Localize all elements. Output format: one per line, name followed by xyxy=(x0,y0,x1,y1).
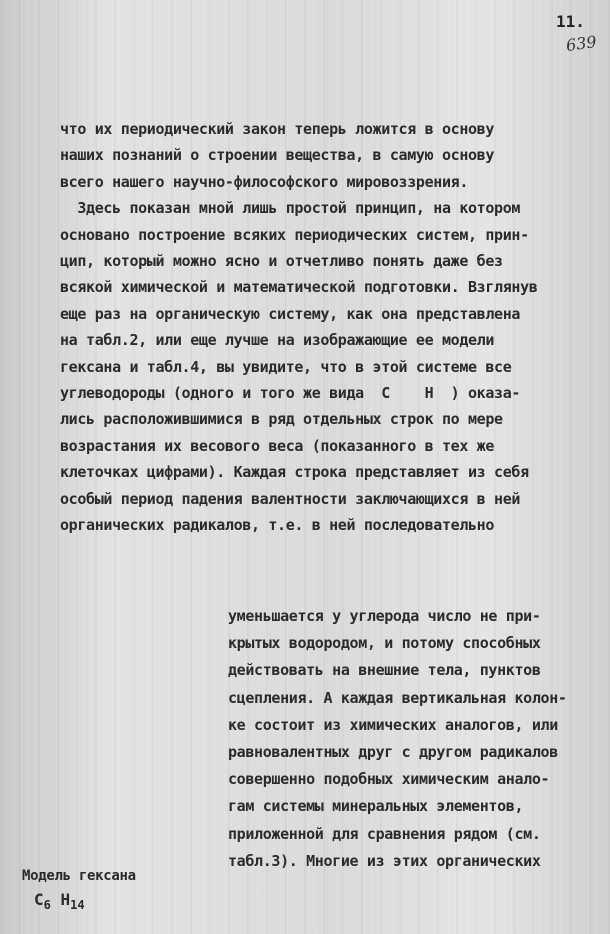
text-line: гам системы минеральных элементов, xyxy=(228,797,524,816)
text-line: органических радикалов, т.е. в ней последовательно xyxy=(60,516,495,535)
hexane-formula xyxy=(34,890,85,912)
text-line: всякой химической и математической подготовки. Взглянув xyxy=(60,278,538,297)
text-line: на табл.2, или еще лучше на изображающие ее модели xyxy=(60,331,495,350)
text-line: гексана и табл.4, вы увидите, что в этой системе все xyxy=(60,357,512,376)
page-number: 11. xyxy=(556,12,585,31)
formula-hydrogen-subscript: 14 xyxy=(70,898,85,913)
text-line: лись расположившимися в ряд отдельных строк по мере xyxy=(60,410,503,429)
figure-caption: Модель гексана xyxy=(22,868,136,884)
text-line: крытых водородом, и потому способных xyxy=(228,634,541,653)
text-line: ке состоит из химических аналогов, или xyxy=(228,715,558,734)
text-line: основано построение всяких периодических систем, прин- xyxy=(60,225,529,244)
text-line: уменьшается у углерода число не при- xyxy=(228,607,541,625)
text-line: Здесь показан мной лишь простой принцип, на котором xyxy=(60,199,521,218)
text-line: особый период падения валентности заключающихся в ней xyxy=(60,489,521,508)
text-line: клеточках цифрами). Каждая строка представляет из себя xyxy=(60,463,529,482)
text-line: возрастания их весового веса (показанного в тех же xyxy=(60,436,495,455)
text-line: еще раз на органическую систему, как она представлена xyxy=(60,304,521,323)
body-text xyxy=(60,116,590,539)
text-line: равновалентных друг с другом радикалов xyxy=(228,743,558,762)
archive-number: 639 xyxy=(564,31,598,56)
formula-hydrogen: H xyxy=(60,890,71,909)
text-line: действовать на внешние тела, пунктов xyxy=(228,661,541,680)
text-line: что их периодический закон теперь ложится в основу xyxy=(60,120,495,138)
formula-carbon-subscript: 6 xyxy=(43,898,51,913)
text-line: углеводороды (одного и того же вида C H ) оказа- xyxy=(60,384,521,403)
formula-carbon: C xyxy=(34,890,44,909)
indented-text xyxy=(228,603,598,875)
text-line: всего нашего научно-философского мировоззрения. xyxy=(60,172,468,191)
text-line: наших познаний о строении вещества, в самую основу xyxy=(60,146,495,165)
text-line: совершенно подобных химическим анало- xyxy=(228,770,550,789)
text-line: цип, который можно ясно и отчетливо понять даже без xyxy=(60,252,503,271)
text-line: табл.3). Многие из этих органических xyxy=(228,851,541,870)
text-line: сцепления. А каждая вертикальная колон- xyxy=(228,688,567,707)
text-line: приложенной для сравнения рядом (см. xyxy=(228,824,541,843)
